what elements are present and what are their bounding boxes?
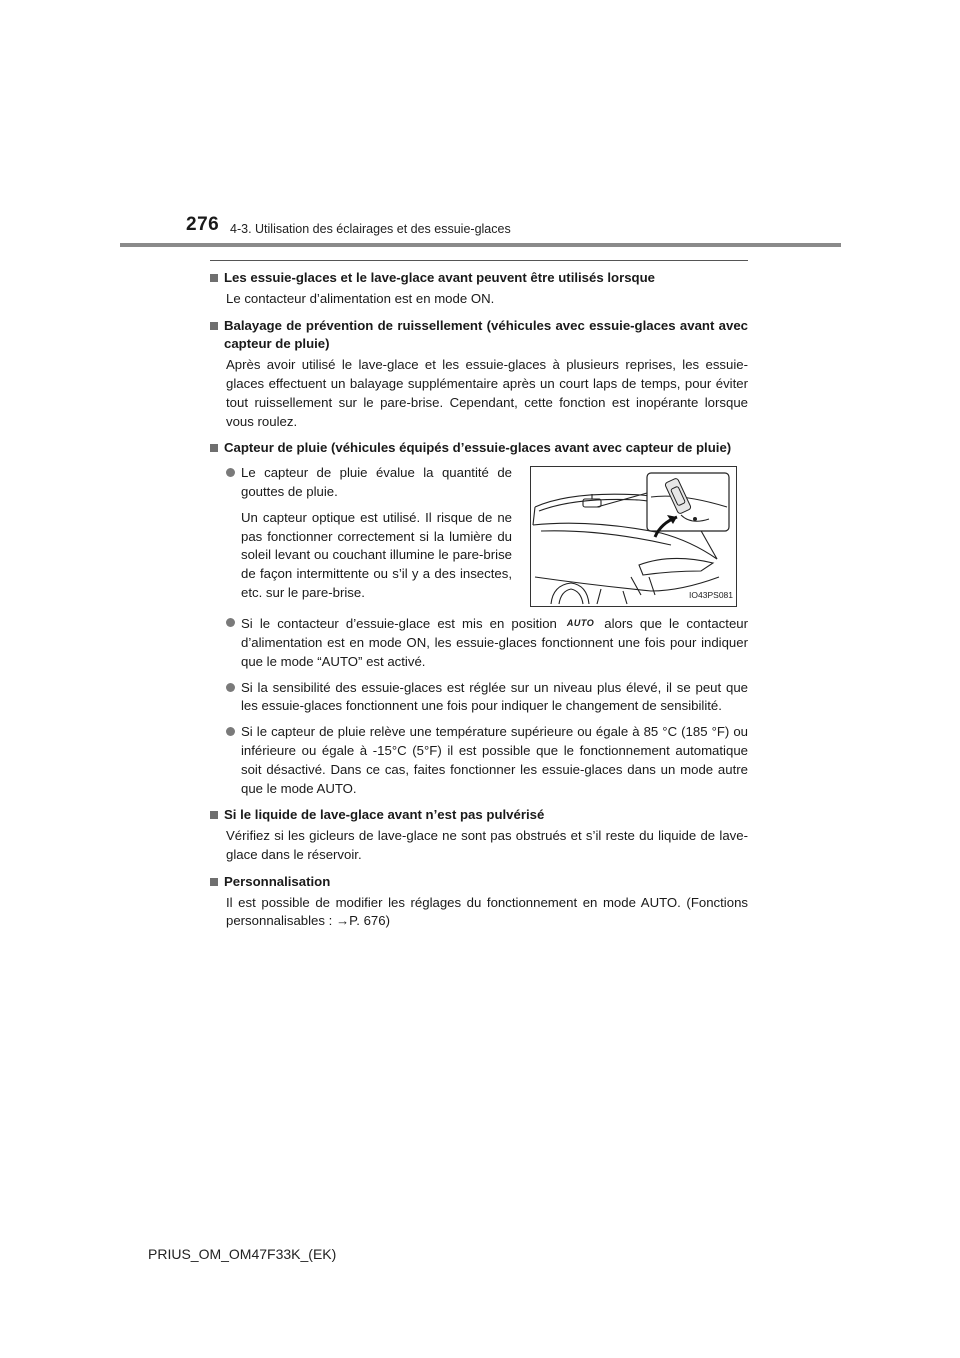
section-customization <box>210 873 748 931</box>
square-bullet-icon <box>210 811 218 819</box>
car-windshield-drawing <box>531 467 736 606</box>
running-header: 4-3. Utilisation des éclairages et des essuie-glaces <box>230 222 511 236</box>
square-bullet-icon <box>210 274 218 282</box>
bullet-text: alors que le contacteur d’alimentation est en mode ON, les essuie-glaces fonctionnent une fois pour indiquer que le mode “AUTO” est activé. <box>241 616 749 669</box>
round-bullet-icon <box>226 468 235 477</box>
rain-sensor-illustration <box>530 466 737 607</box>
bullet-text: Si le capteur de pluie relève une température supérieure ou égale à 85 °C (185 °F) ou inférieure ou égale à -15°C (5°F) il est possible que le fonctionnement automatique soit désactivé. Dans ce cas, faites fonctionner les essuie-glaces dans un mode autre que le mode AUTO. <box>241 724 748 796</box>
rain-sensor-split <box>226 464 748 607</box>
bullet-text: Le capteur de pluie évalue la quantité de gouttes de pluie. <box>241 465 512 499</box>
content-top-rule <box>210 260 748 261</box>
header-rule <box>120 243 841 247</box>
section-title: Balayage de prévention de ruissellement (véhicules avec essuie-glaces avant avec capteur de pluie) <box>224 317 748 352</box>
section-text: Après avoir utilisé le lave-glace et les essuie-glaces à plusieurs reprises, les essuie-glaces effectuent un balayage supplémentaire après un court laps de temps, pour éviter tout ruissellement sur le pare-brise. Cependant, cette fonction est inopérante lorsque vous roulez. <box>226 357 748 429</box>
section-drip-prevention <box>210 317 748 432</box>
figure-label: IO43PS081 <box>689 590 733 601</box>
section-usage-condition <box>210 269 748 309</box>
round-bullet-icon <box>226 618 235 627</box>
round-bullet-icon <box>226 727 235 736</box>
auto-position-symbol: AUTO <box>566 618 595 629</box>
square-bullet-icon <box>210 878 218 886</box>
bullet-text: Un capteur optique est utilisé. Il risque de ne pas fonctionner correctement si la lumière du soleil levant ou couchant illumine le pare-brise de façon intermittente ou s’il y a des insectes, etc. sur le pare-brise. <box>241 509 512 600</box>
section-text: Vérifiez si les gicleurs de lave-glace ne sont pas obstrués et s’il reste du liquide de lave-glace dans le réservoir. <box>226 828 748 862</box>
bullet-text: Si le contacteur d’essuie-glace est mis en position <box>241 616 557 632</box>
page-content <box>210 269 748 939</box>
section-title: Les essuie-glaces et le lave-glace avant peuvent être utilisés lorsque <box>224 270 655 285</box>
section-title: Si le liquide de lave-glace avant n’est pas pulvérisé <box>224 807 545 823</box>
document-code: PRIUS_OM_OM47F33K_(EK) <box>148 1246 337 1262</box>
section-washer-fluid <box>210 806 748 864</box>
list-item <box>226 679 748 717</box>
square-bullet-icon <box>210 444 218 452</box>
section-title: Capteur de pluie (véhicules équipés d’essuie-glaces avant avec capteur de pluie) <box>224 440 732 456</box>
section-rain-sensor <box>210 439 748 798</box>
section-title: Personnalisation <box>224 873 331 889</box>
list-item <box>226 614 748 671</box>
section-text: Il est possible de modifier les réglages du fonctionnement en mode AUTO. (Fonctions personnalisables : →P. 676) <box>226 894 748 929</box>
bullet-text: Si la sensibilité des essuie-glaces est réglée sur un niveau plus élevé, il se peut que les essuie-glaces fonctionnent une fois pour indiquer le changement de sensibilité. <box>241 679 748 714</box>
round-bullet-icon <box>226 683 235 692</box>
square-bullet-icon <box>210 322 218 330</box>
section-text: Le contacteur d’alimentation est en mode ON. <box>226 290 495 306</box>
page-number: 276 <box>186 214 220 235</box>
list-item <box>226 723 748 798</box>
list-item <box>226 464 512 607</box>
